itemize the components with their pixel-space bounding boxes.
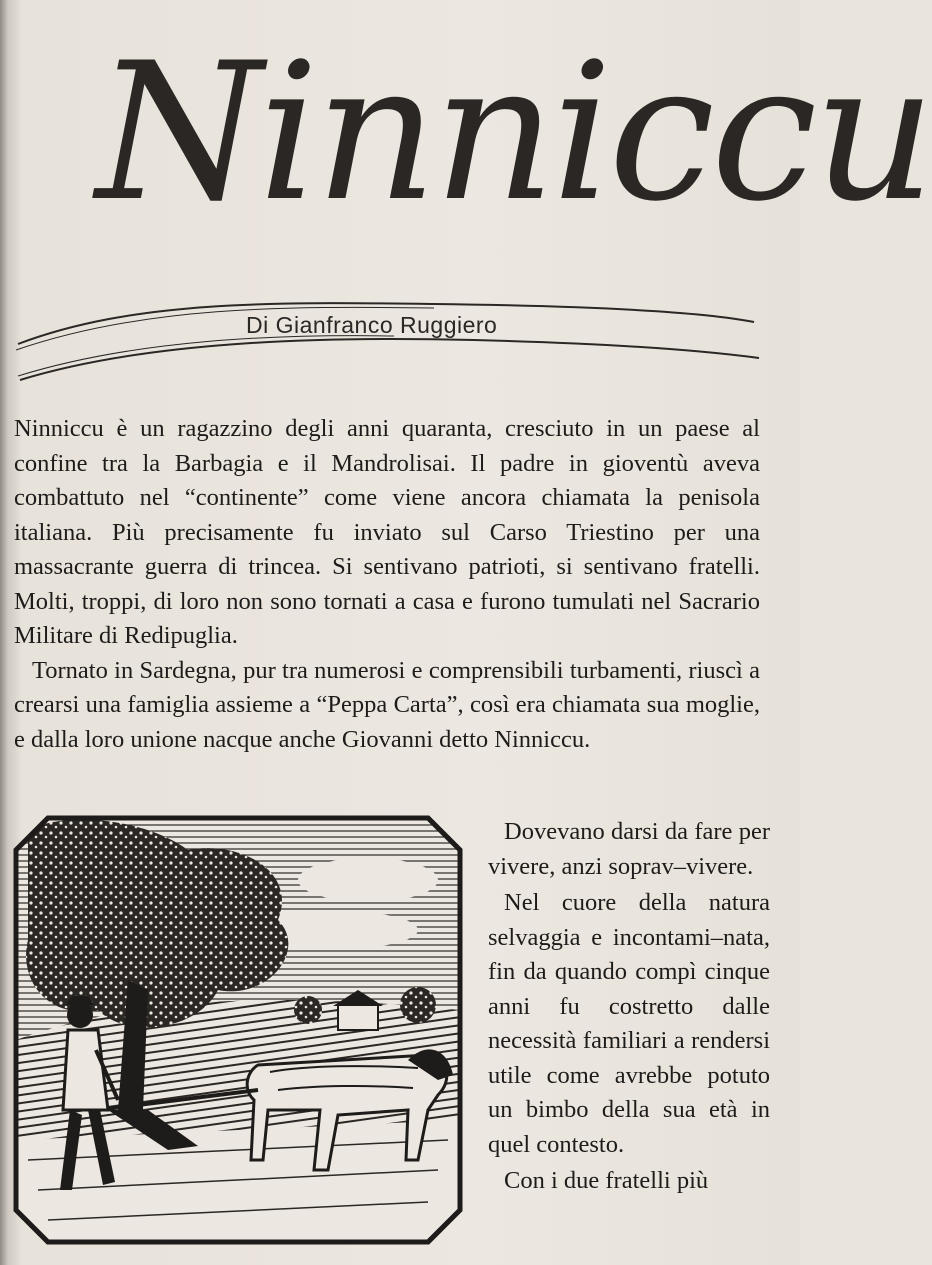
side-column-text — [488, 815, 770, 1199]
page-title: Ninniccu — [96, 22, 932, 243]
author-byline: Di Gianfranco Ruggiero — [246, 312, 498, 338]
paragraph: Tornato in Sardegna, pur tra numerosi e comprensibili turbamenti, riuscì a crearsi una famiglia assieme a “Peppa Carta”, così era chiamata sua moglie, e dalla loro unione nacque anche Giovanni detto Ninniccu. — [14, 656, 760, 753]
paragraph: Dovevano darsi da fare per vivere, anzi soprav–vivere. — [488, 818, 770, 880]
paragraph: Nel cuore della natura selvaggia e incontami–nata, fin da quando compì cinque anni fu costretto dalle necessità familiari a rendersi utile come avrebbe potuto un bimbo della sua età in quel contesto. — [488, 889, 770, 1158]
woodcut-illustration — [8, 810, 468, 1250]
paragraph: Con i due fratelli più — [504, 1167, 709, 1194]
article-body — [14, 412, 760, 757]
paragraph: Ninniccu è un ragazzino degli anni quaranta, cresciuto in un paese al confine tra la Barbagia e il Mandrolisai. Il padre in gioventù aveva combattuto nel “continente” come viene ancora chiamata la penisola italiana. Più precisamente fu inviato sul Carso Triestino per una massacrante guerra di trincea. Si sentivano patrioti, si sentivano fratelli. Molti, troppi, di loro non sono tornati a casa e furono tumulati nel Sacrario Militare di Redipuglia. — [14, 415, 760, 649]
ploughing-scene-image — [8, 810, 468, 1250]
byline-ribbon-lines — [14, 292, 800, 387]
byline-banner — [14, 292, 800, 387]
